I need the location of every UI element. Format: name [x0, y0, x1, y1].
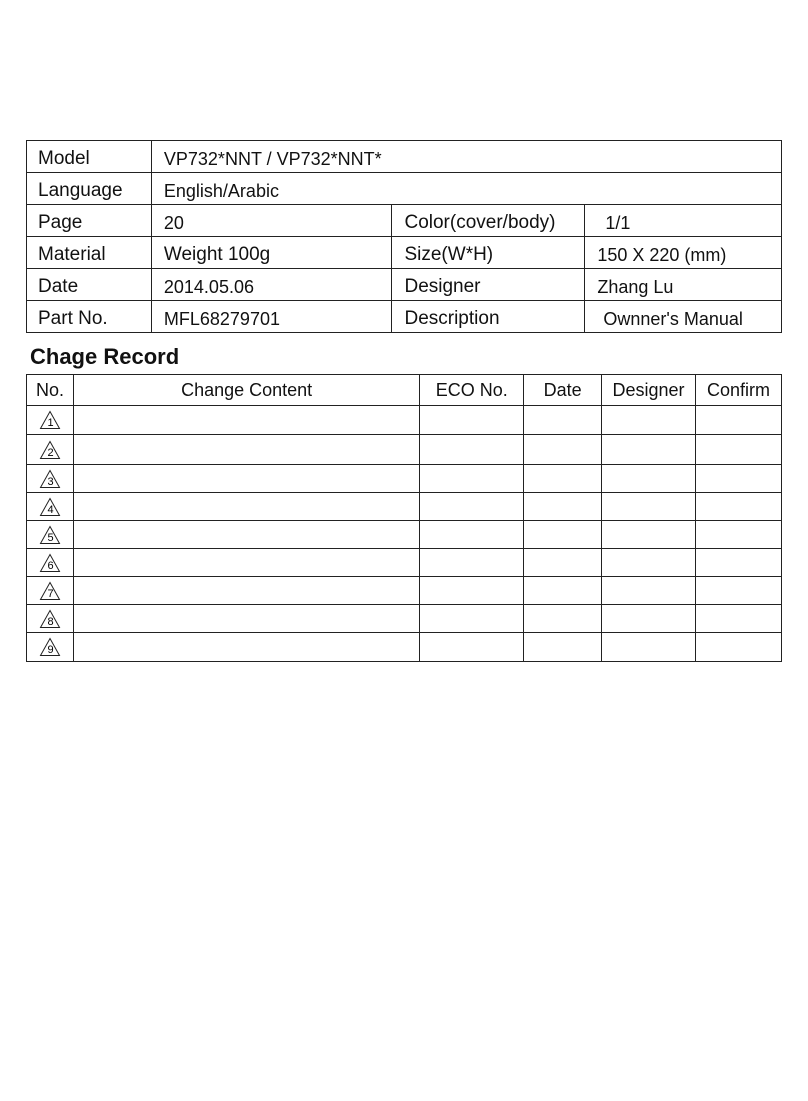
- cell-designer: [602, 633, 696, 662]
- revision-triangle-icon: [39, 525, 61, 545]
- size-label: Size(W*H): [392, 237, 585, 269]
- revision-number: 6: [47, 559, 54, 572]
- table-row: [27, 493, 782, 521]
- change-record-body: [27, 406, 782, 662]
- designer-value: Zhang Lu: [585, 269, 782, 301]
- cell-confirm: [696, 521, 782, 549]
- cell-designer: [602, 465, 696, 493]
- table-row: [27, 605, 782, 633]
- revision-number-cell: [27, 521, 74, 549]
- revision-number: 2: [47, 446, 54, 459]
- page-value: 20: [151, 205, 392, 237]
- header-date: Date: [524, 375, 602, 406]
- spec-row-model: [27, 141, 782, 173]
- spec-row-material: [27, 237, 782, 269]
- cell-change-content: [73, 549, 419, 577]
- description-value: Ownner's Manual: [585, 301, 782, 333]
- cell-date: [524, 605, 602, 633]
- size-value: 150 X 220 (mm): [585, 237, 782, 269]
- revision-triangle-icon: [39, 581, 61, 601]
- partno-label: Part No.: [27, 301, 152, 333]
- cell-confirm: [696, 577, 782, 605]
- cell-eco-no: [420, 577, 524, 605]
- revision-triangle-icon: [39, 410, 61, 430]
- cell-eco-no: [420, 521, 524, 549]
- cell-change-content: [73, 605, 419, 633]
- change-record-header-row: [27, 375, 782, 406]
- cell-change-content: [73, 521, 419, 549]
- cell-designer: [602, 406, 696, 435]
- cell-designer: [602, 521, 696, 549]
- revision-number-cell: [27, 435, 74, 465]
- revision-number: 9: [47, 644, 54, 656]
- cell-change-content: [73, 406, 419, 435]
- revision-number-cell: [27, 493, 74, 521]
- model-value: VP732*NNT / VP732*NNT*: [151, 141, 781, 173]
- revision-number-cell: [27, 633, 74, 662]
- cell-eco-no: [420, 633, 524, 662]
- cell-confirm: [696, 406, 782, 435]
- revision-number: 7: [47, 587, 54, 600]
- header-confirm: Confirm: [696, 375, 782, 406]
- revision-triangle-icon: [39, 609, 61, 629]
- language-label: Language: [27, 173, 152, 205]
- cell-date: [524, 493, 602, 521]
- revision-number: 5: [47, 531, 54, 544]
- cell-date: [524, 435, 602, 465]
- table-row: [27, 577, 782, 605]
- cell-change-content: [73, 465, 419, 493]
- revision-number: 8: [47, 615, 54, 628]
- table-row: [27, 465, 782, 493]
- spec-row-date: [27, 269, 782, 301]
- spec-row-page: [27, 205, 782, 237]
- cell-date: [524, 406, 602, 435]
- table-row: [27, 435, 782, 465]
- header-designer: Designer: [602, 375, 696, 406]
- cell-change-content: [73, 493, 419, 521]
- date-value: 2014.05.06: [151, 269, 392, 301]
- material-value: Weight 100g: [151, 237, 392, 269]
- cell-change-content: [73, 633, 419, 662]
- color-label: Color(cover/body): [392, 205, 585, 237]
- revision-number: 3: [47, 475, 54, 488]
- cell-confirm: [696, 549, 782, 577]
- revision-triangle-icon: [39, 637, 61, 657]
- spec-row-partno: [27, 301, 782, 333]
- revision-number-cell: [27, 465, 74, 493]
- cell-confirm: [696, 633, 782, 662]
- cell-date: [524, 549, 602, 577]
- header-no: No.: [27, 375, 74, 406]
- cell-confirm: [696, 605, 782, 633]
- table-row: [27, 406, 782, 435]
- spec-table: [26, 140, 782, 333]
- cell-designer: [602, 605, 696, 633]
- cell-change-content: [73, 577, 419, 605]
- description-label: Description: [392, 301, 585, 333]
- revision-triangle-icon: [39, 497, 61, 517]
- cell-eco-no: [420, 435, 524, 465]
- revision-number-cell: [27, 605, 74, 633]
- color-value: 1/1: [585, 205, 782, 237]
- revision-number: 1: [47, 417, 54, 429]
- date-label: Date: [27, 269, 152, 301]
- cell-eco-no: [420, 465, 524, 493]
- cell-designer: [602, 549, 696, 577]
- revision-number-cell: [27, 406, 74, 435]
- cell-date: [524, 521, 602, 549]
- cell-designer: [602, 493, 696, 521]
- cell-confirm: [696, 493, 782, 521]
- table-row: [27, 521, 782, 549]
- revision-number: 4: [47, 503, 54, 516]
- partno-value: MFL68279701: [151, 301, 392, 333]
- spec-row-language: [27, 173, 782, 205]
- revision-number-cell: [27, 549, 74, 577]
- cell-date: [524, 465, 602, 493]
- cell-designer: [602, 435, 696, 465]
- cell-confirm: [696, 435, 782, 465]
- revision-triangle-icon: [39, 553, 61, 573]
- material-label: Material: [27, 237, 152, 269]
- cell-eco-no: [420, 549, 524, 577]
- cell-change-content: [73, 435, 419, 465]
- cell-eco-no: [420, 605, 524, 633]
- cell-date: [524, 633, 602, 662]
- designer-label: Designer: [392, 269, 585, 301]
- revision-number-cell: [27, 577, 74, 605]
- revision-triangle-icon: [39, 469, 61, 489]
- cell-designer: [602, 577, 696, 605]
- language-value: English/Arabic: [151, 173, 781, 205]
- header-change-content: Change Content: [73, 375, 419, 406]
- table-row: [27, 633, 782, 662]
- table-row: [27, 549, 782, 577]
- cell-eco-no: [420, 406, 524, 435]
- model-label: Model: [27, 141, 152, 173]
- cell-confirm: [696, 465, 782, 493]
- header-eco-no: ECO No.: [420, 375, 524, 406]
- change-record-title: Chage Record: [30, 344, 180, 369]
- cell-date: [524, 577, 602, 605]
- cell-eco-no: [420, 493, 524, 521]
- page-label: Page: [27, 205, 152, 237]
- revision-triangle-icon: [39, 440, 61, 460]
- change-record-table: [26, 374, 782, 662]
